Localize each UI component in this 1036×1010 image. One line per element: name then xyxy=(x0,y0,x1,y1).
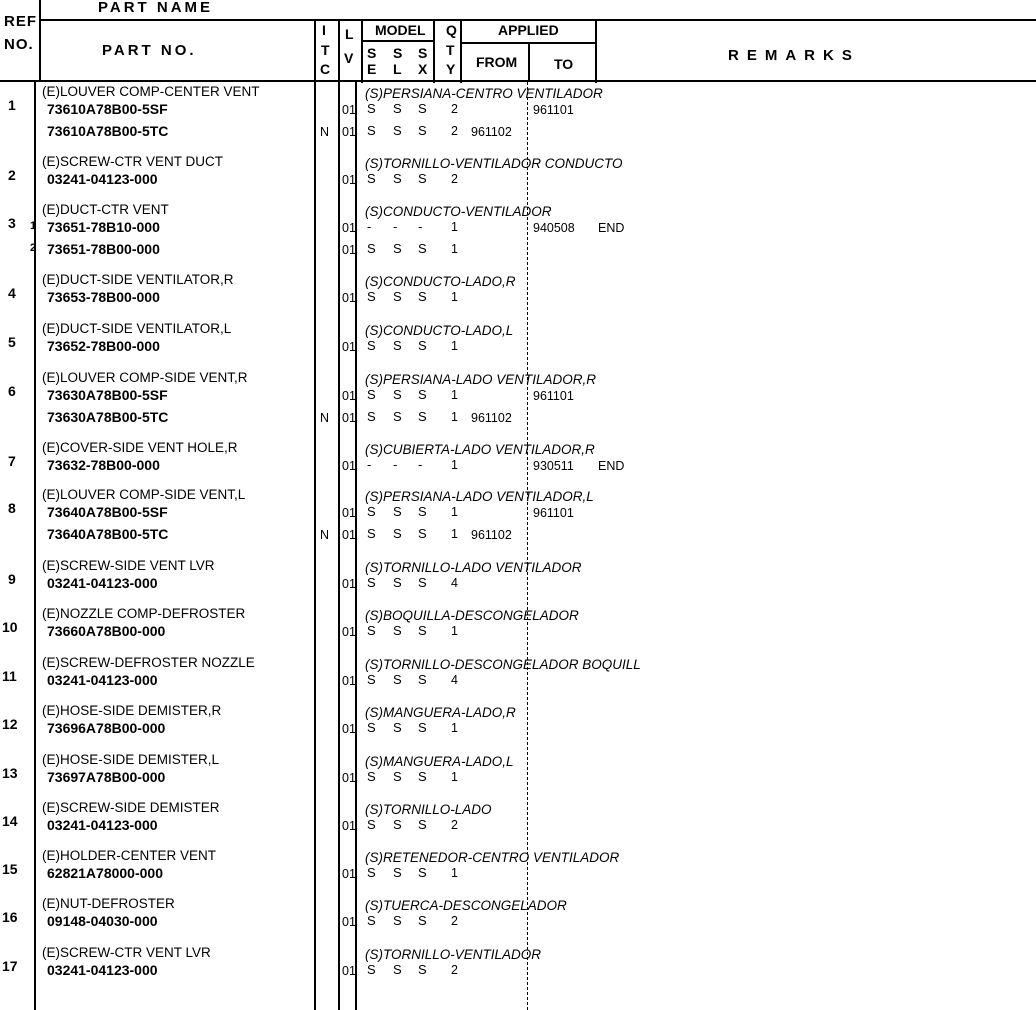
model-sx-value: S xyxy=(418,101,427,116)
model-se-value: S xyxy=(367,504,376,519)
ref-number: 7 xyxy=(8,453,16,469)
part-number: 09148-04030-000 xyxy=(47,913,158,929)
spanish-part-name: (S)MANGUERA-LADO,L xyxy=(365,754,514,769)
english-part-name: (E)HOSE-SIDE DEMISTER,L xyxy=(42,752,220,767)
model-divider-rule xyxy=(361,40,433,42)
applied-heading: APPLIED xyxy=(498,22,559,38)
quantity: 1 xyxy=(451,770,458,784)
model-sx-x: X xyxy=(418,61,428,77)
model-se-value: - xyxy=(367,219,372,234)
spanish-part-name: (S)PERSIANA-LADO VENTILADOR,R xyxy=(365,372,597,387)
remarks-column-rule xyxy=(595,19,597,83)
ref-number: 14 xyxy=(2,813,18,829)
model-sl-value: - xyxy=(393,219,398,234)
quantity: 1 xyxy=(451,242,458,256)
model-se-value: S xyxy=(367,123,376,138)
model-se-value: S xyxy=(367,171,376,186)
lv-code: 01 xyxy=(342,506,356,520)
quantity: 2 xyxy=(451,124,458,138)
model-sx-value: S xyxy=(418,171,427,186)
lv-code: 01 xyxy=(342,173,356,187)
model-sl-value: S xyxy=(393,865,402,880)
model-sl-l: L xyxy=(393,61,402,77)
model-sl-value: S xyxy=(393,289,402,304)
ref-number: 3 xyxy=(8,215,16,231)
spanish-part-name: (S)TORNILLO-DESCONGELADOR BOQUILL xyxy=(365,657,641,672)
ref-number: 17 xyxy=(2,958,18,974)
quantity: 1 xyxy=(451,505,458,519)
model-sl-value: S xyxy=(393,387,402,402)
qty-column-rule xyxy=(433,19,435,83)
part-no-heading: PART NO. xyxy=(102,42,197,59)
to-column-dashed-rule xyxy=(527,82,528,1010)
itc-column-rule xyxy=(314,19,316,1010)
quantity: 1 xyxy=(451,458,458,472)
remark: END xyxy=(598,221,625,235)
model-sl-value: S xyxy=(393,913,402,928)
model-se-value: - xyxy=(367,457,372,472)
quantity: 1 xyxy=(451,624,458,638)
part-number: 73640A78B00-5SF xyxy=(47,504,168,520)
quantity: 1 xyxy=(451,388,458,402)
quantity: 2 xyxy=(451,963,458,977)
model-sx-value: S xyxy=(418,720,427,735)
ref-number: 13 xyxy=(2,765,18,781)
english-part-name: (E)DUCT-CTR VENT xyxy=(42,202,169,217)
model-sx-value: S xyxy=(418,575,427,590)
part-number: 73651-78B00-000 xyxy=(47,241,160,257)
ref-column-rule xyxy=(39,0,41,82)
model-sx-value: S xyxy=(418,817,427,832)
spanish-part-name: (S)TORNILLO-LADO xyxy=(365,802,492,817)
part-number: 73652-78B00-000 xyxy=(47,338,160,354)
part-number: 73610A78B00-5SF xyxy=(47,101,168,117)
ref-number: 10 xyxy=(2,619,18,635)
model-sx-value: S xyxy=(418,123,427,138)
english-part-name: (E)HOLDER-CENTER VENT xyxy=(42,848,217,863)
model-se-value: S xyxy=(367,623,376,638)
model-sx-value: S xyxy=(418,504,427,519)
quantity: 1 xyxy=(451,410,458,424)
spanish-part-name: (S)PERSIANA-LADO VENTILADOR,L xyxy=(365,489,594,504)
applied-to: 961101 xyxy=(533,103,574,117)
model-se-value: S xyxy=(367,817,376,832)
quantity: 2 xyxy=(451,818,458,832)
lv-code: 01 xyxy=(342,625,356,639)
model-se-value: S xyxy=(367,913,376,928)
model-sl-value: S xyxy=(393,171,402,186)
english-part-name: (E)SCREW-SIDE DEMISTER xyxy=(42,800,220,815)
model-sl-value: S xyxy=(393,123,402,138)
applied-to: 930511 xyxy=(533,459,574,473)
part-number: 73697A78B00-000 xyxy=(47,769,166,785)
part-number: 73660A78B00-000 xyxy=(47,623,166,639)
model-sx-value: - xyxy=(418,219,423,234)
from-heading: FROM xyxy=(476,54,518,70)
itc-code: N xyxy=(320,411,330,425)
spanish-part-name: (S)CUBIERTA-LADO VENTILADOR,R xyxy=(365,442,595,457)
sub-index: 1 xyxy=(30,220,37,232)
lv-code: 01 xyxy=(342,389,356,403)
model-sl-value: S xyxy=(393,526,402,541)
lv-code: 01 xyxy=(342,577,356,591)
model-se-value: S xyxy=(367,338,376,353)
model-se-value: S xyxy=(367,962,376,977)
ref-number: 2 xyxy=(8,167,16,183)
lv-code: 01 xyxy=(342,243,356,257)
remarks-heading: REMARKS xyxy=(728,47,860,64)
model-sx-value: S xyxy=(418,672,427,687)
english-part-name: (E)COVER-SIDE VENT HOLE,R xyxy=(42,440,238,455)
model-sl-value: S xyxy=(393,504,402,519)
model-se-e: E xyxy=(367,61,377,77)
part-number: 73651-78B10-000 xyxy=(47,219,160,235)
itc-code: N xyxy=(320,125,330,139)
part-number: 73640A78B00-5TC xyxy=(47,526,169,542)
ref-number: 16 xyxy=(2,909,18,925)
model-sx-value: S xyxy=(418,289,427,304)
model-sl-value: S xyxy=(393,409,402,424)
ref-number: 6 xyxy=(8,383,16,399)
lv-column-rule xyxy=(338,19,340,1010)
model-se-value: S xyxy=(367,526,376,541)
model-se-value: S xyxy=(367,387,376,402)
lv-code: 01 xyxy=(342,819,356,833)
english-part-name: (E)SCREW-CTR VENT DUCT xyxy=(42,154,223,169)
ref-number: 9 xyxy=(8,571,16,587)
part-number: 03241-04123-000 xyxy=(47,672,158,688)
quantity: 2 xyxy=(451,172,458,186)
part-number: 62821A78000-000 xyxy=(47,865,163,881)
model-sx-value: S xyxy=(418,526,427,541)
quantity: 2 xyxy=(451,102,458,116)
model-sx-value: S xyxy=(418,409,427,424)
model-sx-value: S xyxy=(418,623,427,638)
english-part-name: (E)LOUVER COMP-SIDE VENT,L xyxy=(42,487,246,502)
part-name-heading: PART NAME xyxy=(98,0,214,16)
applied-from: 961102 xyxy=(471,125,512,139)
model-se-value: S xyxy=(367,289,376,304)
model-sx-value: S xyxy=(418,962,427,977)
sub-index: 2 xyxy=(30,242,37,254)
lv-code: 01 xyxy=(342,125,356,139)
spanish-part-name: (S)PERSIANA-CENTRO VENTILADOR xyxy=(365,86,603,101)
qty-heading-y: Y xyxy=(446,61,456,77)
from-column-rule xyxy=(460,19,462,83)
part-number: 03241-04123-000 xyxy=(47,171,158,187)
no-heading: NO. xyxy=(4,36,34,53)
spanish-part-name: (S)BOQUILLA-DESCONGELADOR xyxy=(365,608,579,623)
model-se-value: S xyxy=(367,409,376,424)
english-part-name: (E)DUCT-SIDE VENTILATOR,L xyxy=(42,321,232,336)
quantity: 4 xyxy=(451,576,458,590)
ref-number: 5 xyxy=(8,334,16,350)
english-part-name: (E)SCREW-SIDE VENT LVR xyxy=(42,558,215,573)
model-sx-value: S xyxy=(418,913,427,928)
spanish-part-name: (S)MANGUERA-LADO,R xyxy=(365,705,516,720)
spanish-part-name: (S)TORNILLO-LADO VENTILADOR xyxy=(365,560,582,575)
lv-code: 01 xyxy=(342,915,356,929)
to-column-rule xyxy=(528,42,530,82)
part-number: 73630A78B00-5SF xyxy=(47,387,168,403)
part-number: 73696A78B00-000 xyxy=(47,720,166,736)
model-sl-s: S xyxy=(393,45,403,61)
itc-heading-c: C xyxy=(320,61,331,77)
itc-code: N xyxy=(320,528,330,542)
lv-code: 01 xyxy=(342,867,356,881)
english-part-name: (E)NUT-DEFROSTER xyxy=(42,896,175,911)
model-sl-value: S xyxy=(393,101,402,116)
quantity: 2 xyxy=(451,914,458,928)
model-sx-value: S xyxy=(418,865,427,880)
to-heading: TO xyxy=(554,56,574,72)
english-part-name: (E)SCREW-CTR VENT LVR xyxy=(42,945,211,960)
english-part-name: (E)LOUVER COMP-CENTER VENT xyxy=(42,84,260,99)
model-se-value: S xyxy=(367,720,376,735)
lv-code: 01 xyxy=(342,771,356,785)
model-sx-s: S xyxy=(418,45,428,61)
lv-heading-v: V xyxy=(344,50,354,66)
lv-code: 01 xyxy=(342,221,356,235)
model-se-value: S xyxy=(367,672,376,687)
english-part-name: (E)SCREW-DEFROSTER NOZZLE xyxy=(42,655,255,670)
lv-code: 01 xyxy=(342,340,356,354)
applied-to: 961101 xyxy=(533,389,574,403)
model-sx-value: S xyxy=(418,387,427,402)
part-number: 73632-78B00-000 xyxy=(47,457,160,473)
model-sl-value: S xyxy=(393,338,402,353)
quantity: 1 xyxy=(451,290,458,304)
ref-number: 4 xyxy=(8,285,16,301)
spanish-part-name: (S)CONDUCTO-LADO,L xyxy=(365,323,514,338)
ref-number: 15 xyxy=(2,861,18,877)
lv-code: 01 xyxy=(342,722,356,736)
itc-heading-i: I xyxy=(322,22,326,38)
model-sx-value: S xyxy=(418,769,427,784)
part-number: 03241-04123-000 xyxy=(47,962,158,978)
english-part-name: (E)NOZZLE COMP-DEFROSTER xyxy=(42,606,246,621)
model-se-value: S xyxy=(367,101,376,116)
lv-code: 01 xyxy=(342,411,356,425)
spanish-part-name: (S)TORNILLO-VENTILADOR CONDUCTO xyxy=(365,156,623,171)
part-number: 73610A78B00-5TC xyxy=(47,123,169,139)
quantity: 1 xyxy=(451,527,458,541)
model-heading: MODEL xyxy=(375,22,426,38)
part-number: 73653-78B00-000 xyxy=(47,289,160,305)
english-part-name: (E)HOSE-SIDE DEMISTER,R xyxy=(42,703,222,718)
model-sl-value: S xyxy=(393,672,402,687)
header-bottom-rule xyxy=(0,80,1036,82)
model-sl-value: S xyxy=(393,817,402,832)
remark: END xyxy=(598,459,625,473)
ref-number: 8 xyxy=(8,500,16,516)
spanish-part-name: (S)RETENEDOR-CENTRO VENTILADOR xyxy=(365,850,620,865)
lv-code: 01 xyxy=(342,459,356,473)
model-sl-value: S xyxy=(393,962,402,977)
spanish-part-name: (S)CONDUCTO-LADO,R xyxy=(365,274,516,289)
lv-code: 01 xyxy=(342,528,356,542)
model-sl-value: - xyxy=(393,457,398,472)
ref-number: 12 xyxy=(2,716,18,732)
spanish-part-name: (S)TORNILLO-VENTILADOR xyxy=(365,947,542,962)
model-se-value: S xyxy=(367,769,376,784)
model-sl-value: S xyxy=(393,623,402,638)
ref-heading: REF xyxy=(4,13,37,30)
spanish-part-name: (S)CONDUCTO-VENTILADOR xyxy=(365,204,552,219)
model-se-value: S xyxy=(367,241,376,256)
model-column-rule xyxy=(361,19,363,83)
itc-heading-t: T xyxy=(321,42,330,58)
ref-number: 11 xyxy=(2,668,17,684)
english-part-name: (E)LOUVER COMP-SIDE VENT,R xyxy=(42,370,248,385)
quantity: 4 xyxy=(451,673,458,687)
quantity: 1 xyxy=(451,721,458,735)
model-sl-value: S xyxy=(393,241,402,256)
lv-code: 01 xyxy=(342,291,356,305)
lv-heading-l: L xyxy=(345,26,354,42)
quantity: 1 xyxy=(451,220,458,234)
model-sl-value: S xyxy=(393,720,402,735)
part-number: 73630A78B00-5TC xyxy=(47,409,169,425)
quantity: 1 xyxy=(451,866,458,880)
ref-number: 1 xyxy=(8,97,16,113)
model-sx-value: S xyxy=(418,338,427,353)
english-part-name: (E)DUCT-SIDE VENTILATOR,R xyxy=(42,272,234,287)
model-se-s: S xyxy=(367,45,377,61)
model-se-value: S xyxy=(367,575,376,590)
applied-from: 961102 xyxy=(471,411,512,425)
lv-code: 01 xyxy=(342,674,356,688)
header-top-rule xyxy=(40,19,1036,21)
qty-heading-t: T xyxy=(446,42,455,58)
part-number: 03241-04123-000 xyxy=(47,817,158,833)
applied-from: 961102 xyxy=(471,528,512,542)
applied-to: 961101 xyxy=(533,506,574,520)
lv-code: 01 xyxy=(342,103,356,117)
model-sl-value: S xyxy=(393,769,402,784)
applied-to: 940508 xyxy=(533,221,575,235)
model-sx-value: - xyxy=(418,457,423,472)
model-sl-value: S xyxy=(393,575,402,590)
model-sx-value: S xyxy=(418,241,427,256)
qty-heading-q: Q xyxy=(446,22,457,38)
spanish-part-name: (S)TUERCA-DESCONGELADOR xyxy=(365,898,567,913)
part-number: 03241-04123-000 xyxy=(47,575,158,591)
quantity: 1 xyxy=(451,339,458,353)
lv-code: 01 xyxy=(342,964,356,978)
model-se-value: S xyxy=(367,865,376,880)
